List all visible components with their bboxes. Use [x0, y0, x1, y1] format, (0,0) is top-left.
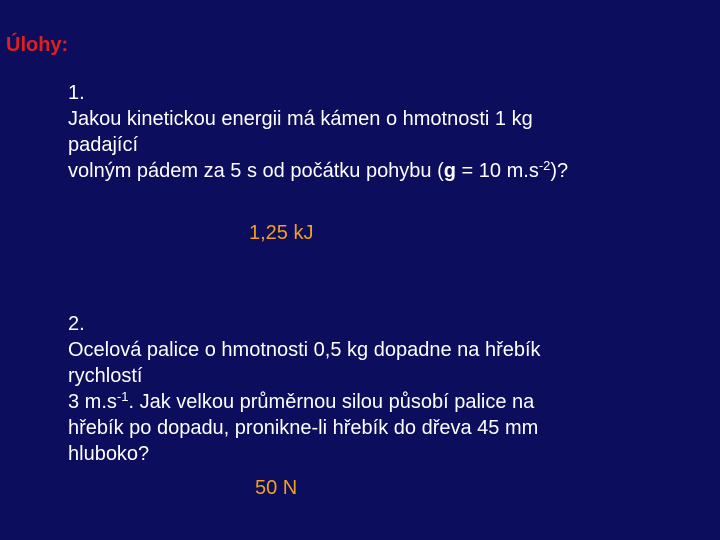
task-1-line-2: padající: [68, 134, 139, 156]
task-1: [68, 80, 708, 184]
task-2-exponent: -1: [116, 389, 129, 404]
slide-heading: Úlohy:: [6, 34, 69, 56]
task-2-line-4: hřebík po dopadu, pronikne-li hřebík do dřeva 45 mm: [68, 417, 539, 439]
task-1-number: 1.: [68, 82, 85, 104]
task-1-line-3-mid: = 10 m.s: [456, 160, 539, 182]
answer-1: 1,25 kJ: [249, 222, 314, 244]
task-2-line-1: Ocelová palice o hmotnosti 0,5 kg dopadne na hřebík: [68, 339, 541, 361]
task-2: [68, 311, 708, 467]
task-1-line-3-post: )?: [550, 160, 569, 182]
task-2-line-3-pre: 3 m.s: [68, 391, 117, 413]
task-1-line-3-pre: volným pádem za 5 s od počátku pohybu (: [68, 160, 444, 182]
answer-2: 50 N: [255, 477, 298, 499]
task-2-number: 2.: [68, 313, 85, 335]
task-1-line-1: Jakou kinetickou energii má kámen o hmotnosti 1 kg: [68, 108, 533, 130]
task-2-line-3: [68, 389, 708, 415]
task-1-exponent: -2: [538, 158, 551, 173]
task-2-line-5: hluboko?: [68, 443, 150, 465]
task-1-line-3: [68, 158, 708, 184]
task-2-line-2: rychlostí: [68, 365, 143, 387]
gravity-symbol: g: [443, 160, 456, 182]
task-2-line-3-post: . Jak velkou průměrnou silou působí palice na: [128, 391, 535, 413]
